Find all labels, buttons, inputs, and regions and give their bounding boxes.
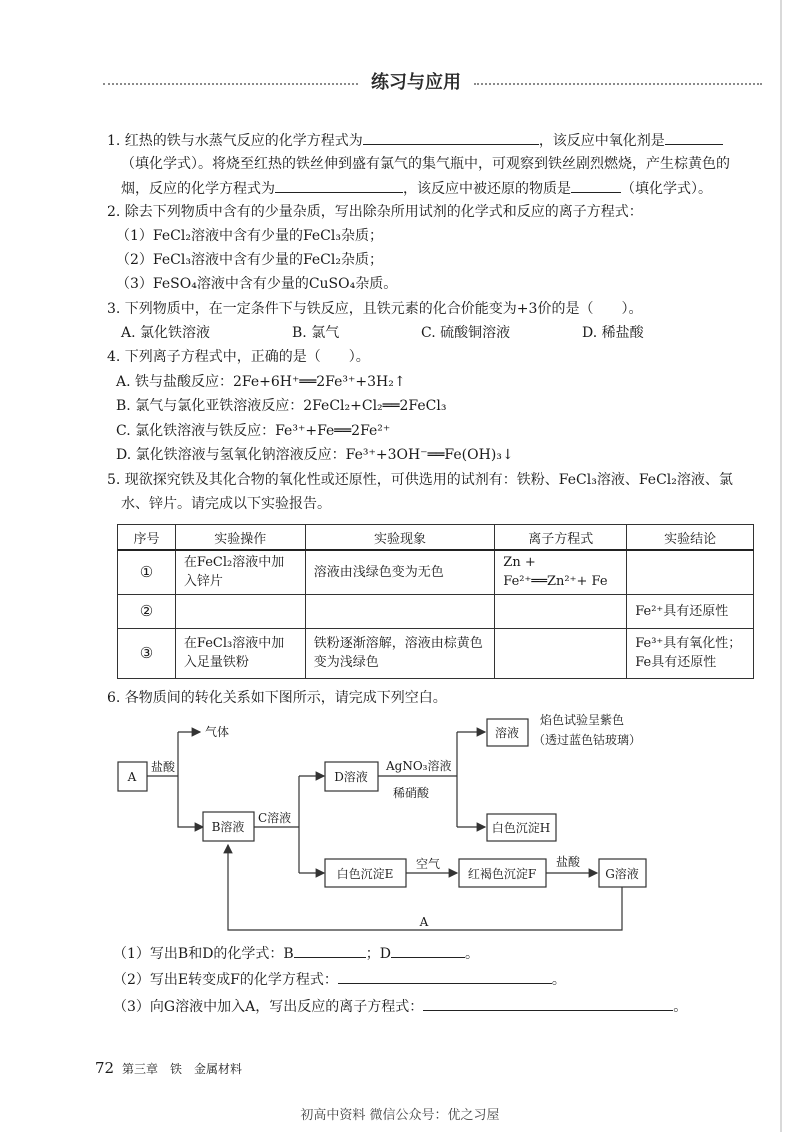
table-cell-index: ② [118,594,176,628]
label-agno3: AgNO₃溶液 [386,759,452,773]
label-h: 白色沉淀H [491,821,551,835]
table-cell: 在FeCl₃溶液中加入足量铁粉 [175,628,305,678]
q1-text: ，该反应中氧化剂是 [538,133,665,149]
label-hcl-1: 盐酸 [151,760,176,774]
table-header-cell: 实验结论 [627,525,754,551]
label-e: 白色沉淀E [336,867,394,881]
label-g: G溶液 [605,867,639,881]
q2-item3: （3）FeSO₄溶液中含有少量的CuSO₄杂质。 [116,276,398,292]
table-cell: 铁粉逐渐溶解，溶液由棕黄色变为浅绿色 [305,628,495,678]
q6-sub1 [113,943,479,964]
answer-blank[interactable] [423,996,673,1011]
label-a-return: A [419,915,429,929]
label-d: D溶液 [334,770,368,784]
table-cell: Fe³⁺具有氧化性；Fe具有还原性 [627,628,754,678]
table-cell: 溶液由浅绿色变为无色 [305,550,495,594]
answer-blank[interactable] [338,969,552,984]
q4-option-b[interactable]: B. 氯气与氯化亚铁溶液反应：2FeCl₂+Cl₂══2FeCl₃ [116,398,447,414]
label-cobalt-glass: （透过蓝色钴玻璃） [533,733,642,747]
q3-stem: 3. 下列物质中，在一定条件下与铁反应，且铁元素的化合价能变为+3价的是（ ）。 [107,301,643,317]
label-solution: 溶液 [494,726,520,740]
q6-text: 。 [551,972,566,988]
page-number: 72 [95,1059,115,1077]
q4-option-d[interactable]: D. 氯化铁溶液与氢氧化钠溶液反应：Fe³⁺+3OH⁻══Fe(OH)₃↓ [116,447,514,463]
q6-text: ；D [365,946,391,962]
q1-line2: （填化学式）。将烧至红热的铁丝伸到盛有氯气的集气瓶中，可观察到铁丝剧烈燃烧，产生棕黄色的 [121,156,730,172]
chapter-title: 第三章 铁 金属材料 [122,1062,243,1076]
q6-text: （2）写出E转变成F的化学方程式： [113,972,338,988]
label-gas: 气体 [205,725,230,739]
q3-option-d[interactable]: D. 稀盐酸 [582,325,644,341]
watermark-note: 初高中资料 微信公众号：优之习屋 [300,1108,500,1123]
table-header-cell: 序号 [118,525,176,551]
label-a: A [127,770,137,784]
q4-stem: 4. 下列离子方程式中，正确的是（ ）。 [107,349,370,365]
q6-sub3 [113,996,687,1017]
q2-stem: 2. 除去下列物质中含有的少量杂质，写出除杂所用试剂的化学式和反应的离子方程式： [107,204,643,220]
table-cell-index: ③ [118,628,176,678]
q1-text: （填化学式）。 [621,181,712,197]
q4-option-c[interactable]: C. 氯化铁溶液与铁反应：Fe³⁺+Fe══2Fe²⁺ [116,423,391,439]
answer-blank[interactable] [391,943,465,958]
table-cell: 在FeCl₂溶液中加入锌片 [175,550,305,594]
q6-text: （1）写出B和D的化学式：B [113,946,294,962]
table-header-cell: 实验现象 [305,525,495,551]
table-header-cell: 实验操作 [175,525,305,551]
q5-line2: 水、锌片。请完成以下实验报告。 [121,496,331,512]
q6-text: （3）向G溶液中加入A，写出反应的离子方程式： [113,999,424,1015]
table-cell-index: ① [118,550,176,594]
q1-text: 烟，反应的化学方程式为 [121,181,275,197]
q2-item2: （2）FeCl₃溶液中含有少量的FeCl₂杂质； [116,252,383,268]
label-c-solution: C溶液 [258,811,292,825]
label-f: 红褐色沉淀F [467,867,537,881]
q3-option-a[interactable]: A. 氯化铁溶液 [121,325,211,341]
label-air: 空气 [416,857,441,871]
arrow-a-to-b [178,732,203,827]
q1-text: ，该反应中被还原的物质是 [403,181,571,197]
q2-item1: （1）FeCl₂溶液中含有少量的FeCl₃杂质； [116,228,383,244]
q6-stem: 6. 各物质间的转化关系如下图所示，请完成下列空白。 [107,690,447,706]
section-title: 练习与应用 [371,72,461,93]
label-flame-test: 焰色试验呈紫色 [540,713,625,727]
q6-sub2 [113,969,566,990]
label-b: B溶液 [211,820,245,834]
q4-option-a[interactable]: A. 铁与盐酸反应：2Fe+6H⁺══2Fe³⁺+3H₂↑ [116,374,406,390]
label-hcl-2: 盐酸 [556,855,581,869]
q6-text: 。 [673,999,688,1015]
q1-text: 1. 红热的铁与水蒸气反应的化学方程式为 [107,133,363,149]
label-hno3: 稀硝酸 [393,786,430,800]
table-header-cell: 离子方程式 [495,525,627,551]
answer-blank[interactable] [294,943,366,958]
q5-line1: 5. 现欲探究铁及其化合物的氧化性或还原性，可供选用的试剂有：铁粉、FeCl₃溶液、FeCl₂溶液、氯 [107,472,733,488]
q3-option-b[interactable]: B. 氯气 [292,325,340,341]
q3-option-c[interactable]: C. 硫酸铜溶液 [421,325,511,341]
table-cell: Fe²⁺具有还原性 [627,594,754,628]
table-cell: Zn + Fe²⁺══Zn²⁺+ Fe [495,550,627,594]
q6-text: 。 [464,946,479,962]
